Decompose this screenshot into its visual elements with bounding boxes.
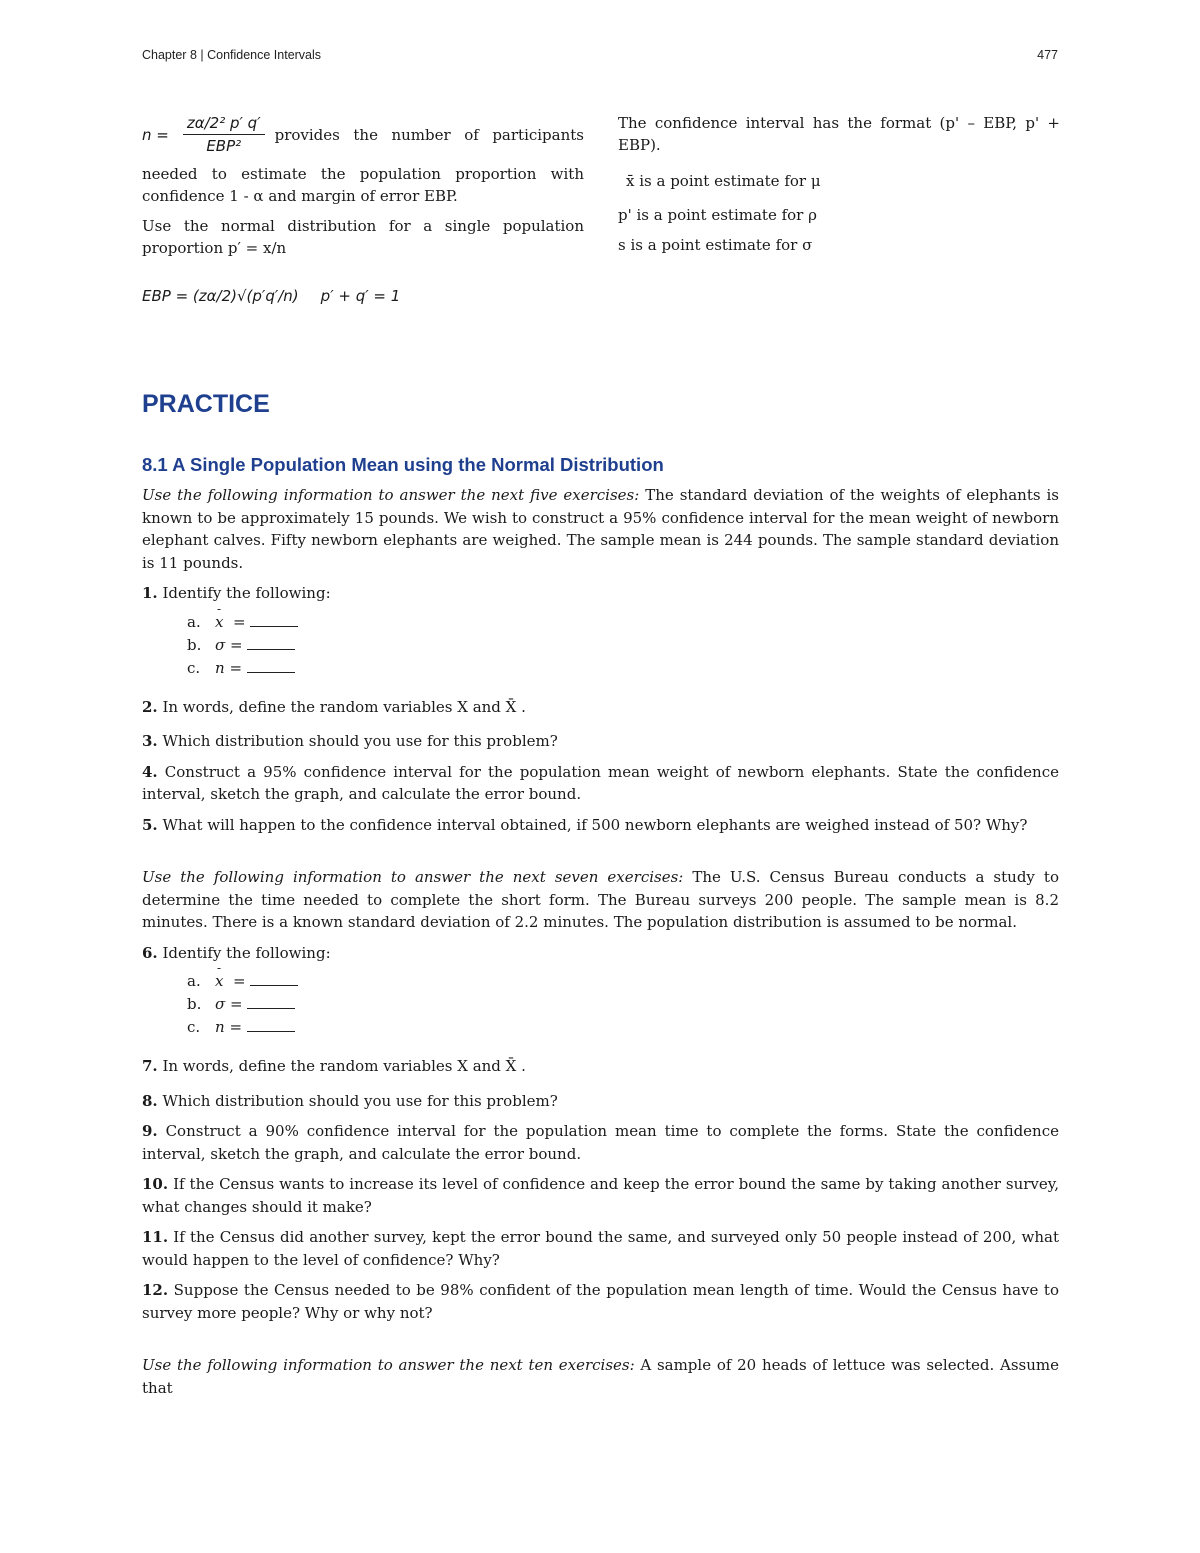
question-number: 9. xyxy=(142,1122,158,1140)
block2-intro-italic: Use the following information to answer the next seven exercises: xyxy=(142,868,684,886)
question-text: In words, define the random variables X and X̄ . xyxy=(157,1057,526,1075)
block1-intro-italic: Use the following information to answer the next five exercises: xyxy=(142,486,640,504)
question-text: Which distribution should you use for this problem? xyxy=(157,1091,558,1110)
question-3 xyxy=(142,730,1059,753)
question-4 xyxy=(142,761,1059,806)
item-letter: c. xyxy=(187,1018,201,1036)
block1-intro-text: The standard deviation of the weights of elephants is known to be approximately 15 pounds. We wish to construct a 95% confidence interval for the mean weight of newborn elephant calves. Fifty newborn elephants are weighed. The sample mean is 244 pounds. The sample standard deviation is 11 pounds. xyxy=(142,486,1060,572)
question-text: In words, define the random variables X and X̄ . xyxy=(157,697,526,716)
question-6 xyxy=(142,942,1059,965)
q1-item-a: a.- x = xyxy=(187,611,1059,634)
question-11 xyxy=(142,1226,1059,1271)
block3-intro-italic: Use the following information to answer the next ten exercises: xyxy=(142,1356,635,1374)
question-number: 8. xyxy=(142,1091,158,1110)
q1-subitems xyxy=(187,611,1059,680)
question-number: 6. xyxy=(142,943,158,962)
formula-n-continuation: needed to estimate the population proportion with confidence 1 - α and margin of error EBP. xyxy=(142,165,584,205)
practice-heading: PRACTICE xyxy=(142,390,270,418)
sample-size-formula xyxy=(142,112,584,157)
item-letter: c. xyxy=(187,658,201,677)
question-number: 2. xyxy=(142,697,158,716)
q1-item-b: b. σ = xyxy=(187,634,1059,657)
question-number: 12. xyxy=(142,1281,169,1299)
pq-formula: p′ + q′ = 1 xyxy=(320,287,401,305)
question-8 xyxy=(142,1090,1059,1113)
answer-blank[interactable] xyxy=(247,994,295,1009)
question-5 xyxy=(142,814,1059,837)
exercise-body xyxy=(142,484,1059,1399)
item-letter: a. xyxy=(187,972,201,990)
ci-format-line: The confidence interval has the format (p' – EBP, p' + EBP). xyxy=(618,114,1060,154)
question-number: 7. xyxy=(142,1057,158,1075)
answer-blank[interactable] xyxy=(250,971,298,986)
question-number: 10. xyxy=(142,1175,169,1193)
item-letter: b. xyxy=(187,995,202,1013)
item-letter: b. xyxy=(187,635,202,654)
normal-dist-paragraph: Use the normal distribution for a single population proportion p′ = x/n xyxy=(142,217,584,257)
p-estimate-line: p' is a point estimate for ρ xyxy=(618,206,817,224)
question-text: Construct a 95% confidence interval for the population mean weight of newborn elephants. State the confidence interval, sketch the graph, and calculate the error bound. xyxy=(142,762,1059,803)
question-text: Identify the following: xyxy=(157,584,331,602)
formula-n-numerator: zα/2² p′ q′ xyxy=(183,112,265,135)
question-number: 4. xyxy=(142,762,158,781)
formula-n-text: provides the number of participants xyxy=(274,125,584,144)
page-number: 477 xyxy=(1037,48,1058,62)
q6-item-b: b. σ = xyxy=(187,993,1059,1016)
question-2 xyxy=(142,696,1059,719)
formula-n-lhs: n = xyxy=(142,125,169,144)
question-text: Suppose the Census needed to be 98% confident of the population mean length of time. Would the Census have to survey more people? Why or why not? xyxy=(142,1281,1059,1322)
q6-subitems xyxy=(187,970,1059,1039)
question-text: If the Census did another survey, kept the error bound the same, and surveyed only 50 people instead of 200, what would happen to the level of confidence? Why? xyxy=(142,1228,1059,1269)
question-text: Identify the following: xyxy=(157,943,331,962)
xbar-estimate-line: x̄ is a point estimate for μ xyxy=(626,172,821,190)
ebp-formula-row xyxy=(142,285,584,307)
block2-intro-text: The U.S. Census Bureau conducts a study to determine the time needed to complete the short form. The Bureau surveys 200 people. The sample mean is 8.2 minutes. There is a known standard deviation of 2.2 minutes. The population distribution is assumed to be normal. xyxy=(142,868,1059,931)
formula-column-right xyxy=(618,112,1060,256)
formula-n-fraction xyxy=(183,112,265,157)
block3-intro xyxy=(142,1354,1059,1399)
question-text: Which distribution should you use for this problem? xyxy=(157,732,558,750)
question-number: 1. xyxy=(142,584,158,602)
question-number: 3. xyxy=(142,732,158,750)
block1-intro xyxy=(142,484,1059,574)
question-text: Construct a 90% confidence interval for the population mean time to complete the forms. State the confidence interval, sketch the graph, and calculate the error bound. xyxy=(142,1122,1059,1163)
q1-item-c: c. n = xyxy=(187,657,1059,680)
question-number: 5. xyxy=(142,815,158,834)
s-estimate-line: s is a point estimate for σ xyxy=(618,236,813,254)
question-10 xyxy=(142,1173,1059,1218)
question-7 xyxy=(142,1055,1059,1078)
question-number: 11. xyxy=(142,1228,169,1246)
running-header-chapter: Chapter 8 | Confidence Intervals xyxy=(142,48,322,62)
question-text: If the Census wants to increase its level of confidence and keep the error bound the same by taking another survey, what changes should it make? xyxy=(142,1175,1059,1216)
answer-blank[interactable] xyxy=(247,1017,295,1032)
question-12 xyxy=(142,1279,1059,1324)
answer-blank[interactable] xyxy=(247,658,295,673)
q6-item-a: a.- x = xyxy=(187,970,1059,993)
block2-intro xyxy=(142,866,1059,934)
block3-intro-text: A sample of 20 heads of lettuce was selected. Assume that xyxy=(142,1356,1060,1397)
ebp-formula: EBP = (zα/2)√(p′q′/n) xyxy=(142,287,299,305)
answer-blank[interactable] xyxy=(247,635,295,650)
item-letter: a. xyxy=(187,612,201,631)
answer-blank[interactable] xyxy=(250,612,298,627)
question-text: What will happen to the confidence interval obtained, if 500 newborn elephants are weighed instead of 50? Why? xyxy=(157,815,1028,834)
formula-n-denominator: EBP² xyxy=(206,137,242,155)
q6-item-c: c. n = xyxy=(187,1016,1059,1039)
section-heading: 8.1 A Single Population Mean using the Normal Distribution xyxy=(142,454,664,475)
formula-column-left xyxy=(142,112,584,307)
question-9 xyxy=(142,1120,1059,1165)
question-1 xyxy=(142,582,1059,605)
